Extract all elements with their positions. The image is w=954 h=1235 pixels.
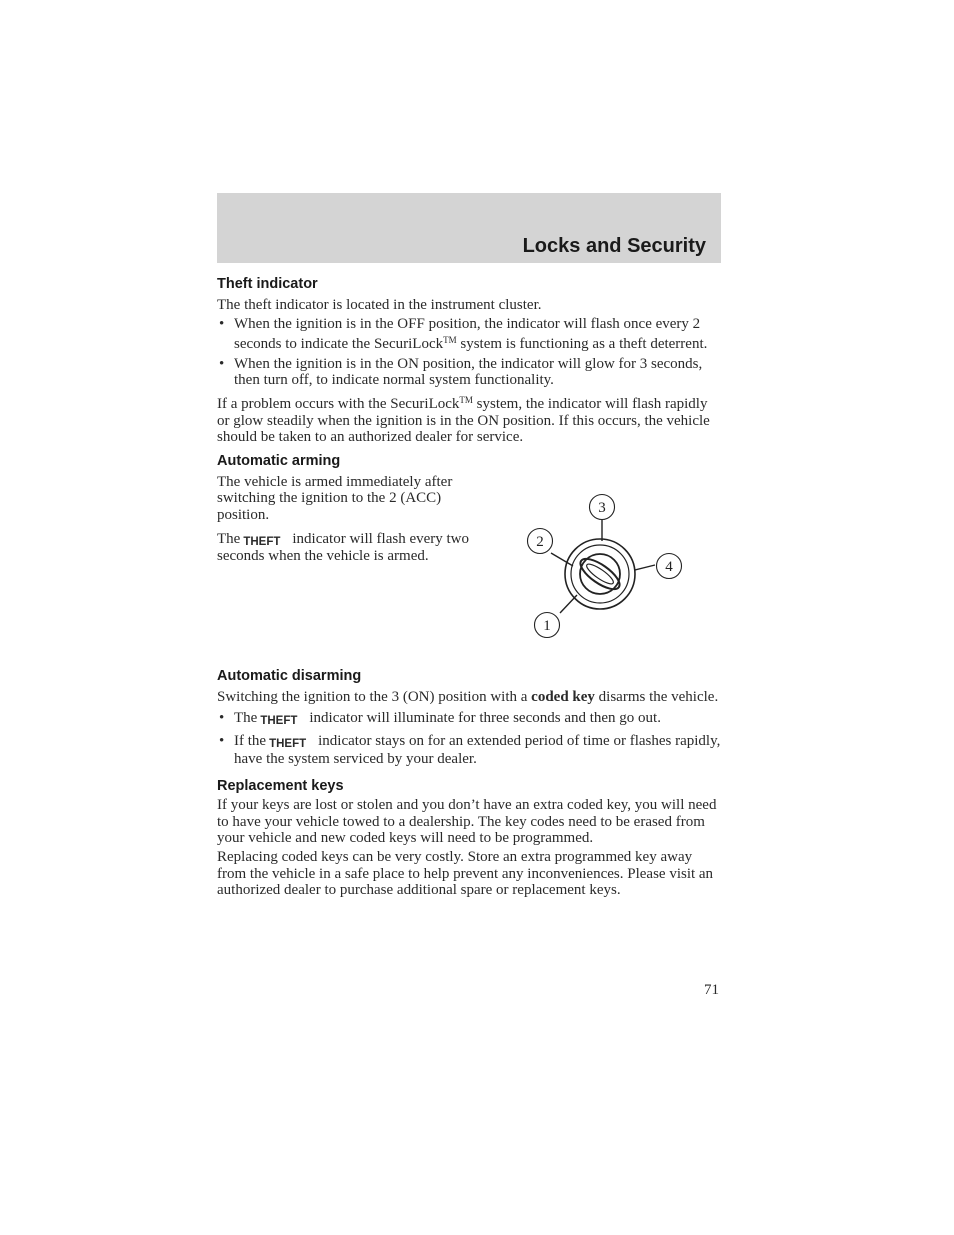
replacement-keys-para1: If your keys are lost or stolen and you don’t have an extra coded key, you will need to have your vehicle towed to a dealership. The key codes need to be erased from your vehicle and new coded keys will need to be programmed. [217,797,717,847]
paragraph-text: The [217,530,241,547]
theft-indicator-heading: Theft indicator [217,276,318,292]
theft-indicator-label: THEFT [243,535,281,548]
ignition-outer-ring [565,539,635,609]
coded-key-emphasis: coded key [531,688,595,705]
list-item-text: The [234,710,258,727]
list-item-text: When the ignition is in the OFF position, the indicator will flash once every 2 seconds to indicate the SecuriLock [234,315,701,353]
trademark-symbol: TM [443,335,457,346]
key-slot-icon [576,553,624,594]
automatic-disarming-list [217,710,721,767]
page-title: Locks and Security [522,235,706,257]
page-number: 71 [704,982,719,998]
automatic-disarming-paragraph [217,689,721,706]
automatic-arming-section [217,474,721,664]
header-band [217,193,721,263]
theft-indicator-label: THEFT [260,715,298,728]
key-slot-inner-icon [584,561,615,587]
replacement-keys-heading: Replacement keys [217,778,344,795]
theft-indicator-intro: The theft indicator is located in the instrument cluster. [217,297,542,313]
automatic-arming-text [217,474,469,565]
paragraph-text: disarms the vehicle. [594,688,719,705]
automatic-arming-para1: The vehicle is armed immediately after switching the ignition to the 2 (ACC) position. [217,473,453,523]
ignition-switch-diagram [520,482,690,652]
list-item-text: indicator stays on for an extended period of time or flashes rapidly, have the system serviced by your dealer. [234,732,721,767]
automatic-arming-para2 [217,531,469,565]
list-item [217,710,721,728]
list-item [217,316,721,353]
automatic-arming-heading: Automatic arming [217,452,341,469]
automatic-disarming-heading: Automatic disarming [217,667,362,684]
replacement-keys-para2: Replacing coded keys can be very costly. Store an extra programmed key away from the vehicle in a safe place to help prevent any inconveniences. Please visit an authorized dealer to purchase additional spare or replacement keys. [217,848,714,899]
theft-indicator-paragraph [217,392,721,446]
theft-indicator-list [217,316,721,389]
list-item-text: system is functioning as a theft deterrent. [456,336,708,353]
list-item: • When the ignition is in the ON position, the indicator will glow for 3 seconds, then turn off, to indicate normal system functionality. [217,356,721,389]
position-4-leader [635,565,655,570]
paragraph-text: If a problem occurs with the SecuriLock [217,395,460,412]
list-item-text: indicator will illuminate for three seconds and then go out. [309,710,661,727]
position-3-label: 3 [598,499,606,516]
paragraph-text: system, the indicator will flash rapidly or glow steadily when the ignition is in the ON position. If this occurs, the vehicle should be taken to an authorized dealer for service. [217,395,710,446]
position-4-label: 4 [665,558,673,575]
position-1-label: 1 [543,617,551,634]
paragraph-text: indicator will flash every two seconds when the vehicle is armed. [217,530,470,565]
list-item-text: If the [234,732,267,749]
theft-indicator-label: THEFT [269,737,307,750]
paragraph-text: Switching the ignition to the 3 (ON) position with a [217,688,532,705]
position-2-label: 2 [536,533,544,550]
trademark-symbol: TM [459,394,473,405]
list-item [217,733,721,767]
page-content [217,276,721,899]
